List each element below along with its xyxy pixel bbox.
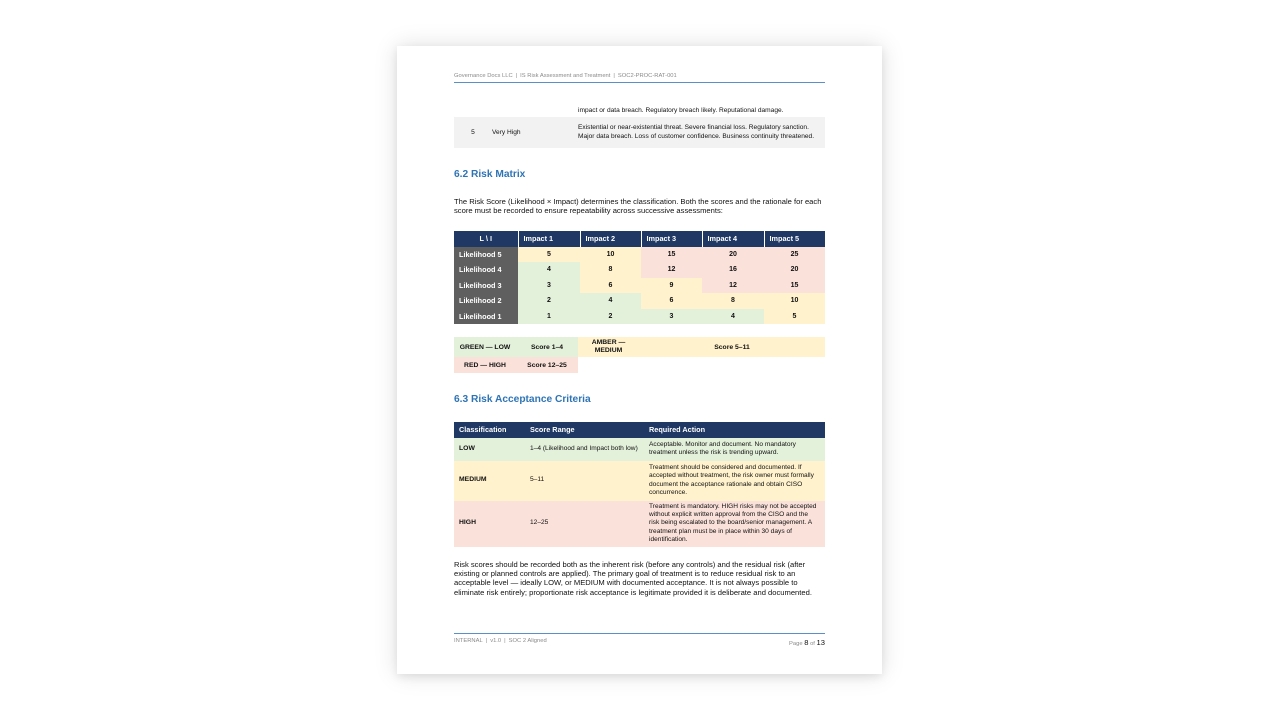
footer-left: INTERNAL | v1.0 | SOC 2 Aligned [454, 638, 547, 644]
matrix-score-cell: 4 [580, 293, 641, 309]
classification-cell: LOW [459, 444, 475, 452]
likelihood-score: 5 [471, 129, 475, 136]
matrix-score-cell: 9 [641, 278, 702, 294]
total-pages: 13 [816, 638, 825, 647]
matrix-score-cell: 12 [702, 278, 764, 294]
matrix-row-label: Likelihood 2 [454, 293, 518, 309]
section-title-risk-acceptance: 6.3 Risk Acceptance Criteria [454, 394, 591, 405]
likelihood-label: Very High [492, 129, 521, 136]
matrix-score-cell: 20 [764, 262, 825, 278]
matrix-score-cell: 3 [641, 309, 702, 325]
matrix-score-cell: 4 [518, 262, 580, 278]
legend-row [454, 337, 825, 357]
matrix-score-cell: 20 [702, 247, 764, 263]
acceptance-col-header: Required Action [644, 422, 825, 438]
classification-cell: MEDIUM [459, 476, 487, 484]
header-doc-id: SOC2-PROC-RAT-001 [617, 73, 677, 79]
matrix-score-cell: 6 [641, 293, 702, 309]
matrix-legend [454, 337, 825, 373]
matrix-col-header: Impact 4 [702, 231, 764, 247]
matrix-corner-header: L \ I [454, 231, 518, 247]
legend-amber-label: AMBER — MEDIUM [578, 337, 639, 357]
footer-alignment: SOC 2 Aligned [508, 638, 547, 644]
running-footer [454, 633, 825, 647]
matrix-score-cell: 25 [764, 247, 825, 263]
classification-cell: HIGH [459, 519, 476, 527]
row4-description-tail: impact or data breach. Regulatory breach likely. Reputational damage. [578, 107, 784, 114]
risk-matrix-intro: The Risk Score (Likelihood × Impact) determines the classification. Both the scores and the rationale for each score must be recorded to ensure repeatability across successive assessments: [454, 197, 822, 216]
required-action-cell: Treatment is mandatory. HIGH risks may not be accepted without explicit written approval from the CISO and the risk being escalated to the board/senior management. A treatment plan must be in place within 30 days of identification. [649, 502, 817, 543]
matrix-row-label: Likelihood 5 [454, 247, 518, 263]
matrix-score-cell: 2 [580, 309, 641, 325]
matrix-row-label: Likelihood 1 [454, 309, 518, 325]
table-row [454, 461, 825, 501]
page-number: Page 8 of 13 [789, 638, 825, 647]
matrix-row [454, 262, 825, 278]
legend-green-label: GREEN — LOW [454, 337, 516, 357]
matrix-col-header: Impact 1 [518, 231, 580, 247]
document-page [397, 46, 882, 674]
matrix-score-cell: 5 [764, 309, 825, 325]
matrix-score-cell: 16 [702, 262, 764, 278]
matrix-col-header: Impact 2 [580, 231, 641, 247]
matrix-row-label: Likelihood 3 [454, 278, 518, 294]
matrix-score-cell: 15 [641, 247, 702, 263]
likelihood-table-continued [454, 105, 825, 148]
matrix-score-cell: 8 [702, 293, 764, 309]
matrix-row [454, 278, 825, 294]
section-title-risk-matrix: 6.2 Risk Matrix [454, 169, 526, 180]
score-range-cell: 5–11 [530, 476, 545, 484]
score-range-cell: 1–4 (Likelihood and Impact both low) [530, 444, 638, 452]
matrix-score-cell: 10 [764, 293, 825, 309]
matrix-score-cell: 3 [518, 278, 580, 294]
matrix-score-cell: 10 [580, 247, 641, 263]
residual-risk-paragraph: Risk scores should be recorded both as the inherent risk (before any controls) and the residual risk (after existing or planned controls are applied). The primary goal of treatment is to reduce residual risk to an acceptable level — ideally LOW, or MEDIUM with documented acceptance. It is not always possible to eliminate risk entirely; proportionate risk acceptance is legitimate provided it is deliberate and documented. [454, 560, 812, 597]
required-action-cell: Acceptable. Monitor and document. No mandatory treatment unless the risk is trending upward. [649, 440, 796, 456]
acceptance-col-header: Score Range [525, 422, 644, 438]
required-action-cell: Treatment should be considered and documented. If accepted without treatment, the risk owner must formally document the acceptance rationale and obtain CISO concurrence. [649, 464, 814, 496]
score-range-cell: 12–25 [530, 519, 549, 527]
matrix-score-cell: 12 [641, 262, 702, 278]
matrix-score-cell: 5 [518, 247, 580, 263]
legend-green-range: Score 1–4 [516, 337, 578, 357]
matrix-row [454, 309, 825, 325]
header-company: Governance Docs LLC [454, 73, 513, 79]
legend-row [454, 357, 825, 373]
risk-acceptance-table [454, 422, 825, 547]
legend-red-range: Score 12–25 [516, 357, 578, 373]
matrix-col-header: Impact 3 [641, 231, 702, 247]
running-header: Governance Docs LLC | IS Risk Assessment and Treatment | SOC2-PROC-RAT-001 [454, 73, 825, 83]
current-page: 8 [804, 638, 809, 647]
matrix-row [454, 247, 825, 263]
header-doc-title: IS Risk Assessment and Treatment [520, 73, 611, 79]
matrix-score-cell: 2 [518, 293, 580, 309]
matrix-score-cell: 15 [764, 278, 825, 294]
table-row [454, 105, 825, 117]
matrix-row [454, 293, 825, 309]
acceptance-col-header: Classification [454, 422, 525, 438]
matrix-score-cell: 1 [518, 309, 580, 325]
legend-red-label: RED — HIGH [454, 357, 516, 373]
matrix-col-header: Impact 5 [764, 231, 825, 247]
table-row [454, 438, 825, 461]
risk-matrix [454, 231, 825, 324]
table-row [454, 501, 825, 547]
footer-classification: INTERNAL [454, 638, 483, 644]
matrix-row-label: Likelihood 4 [454, 262, 518, 278]
matrix-score-cell: 8 [580, 262, 641, 278]
matrix-score-cell: 6 [580, 278, 641, 294]
footer-version: v1.0 [490, 638, 502, 644]
legend-amber-range: Score 5–11 [639, 337, 825, 357]
table-row [454, 117, 825, 148]
likelihood-description: Existential or near-existential threat. Severe financial loss. Regulatory sanction. Major data breach. Loss of customer confidence. Business continuity threatened. [578, 124, 815, 140]
matrix-score-cell: 4 [702, 309, 764, 325]
